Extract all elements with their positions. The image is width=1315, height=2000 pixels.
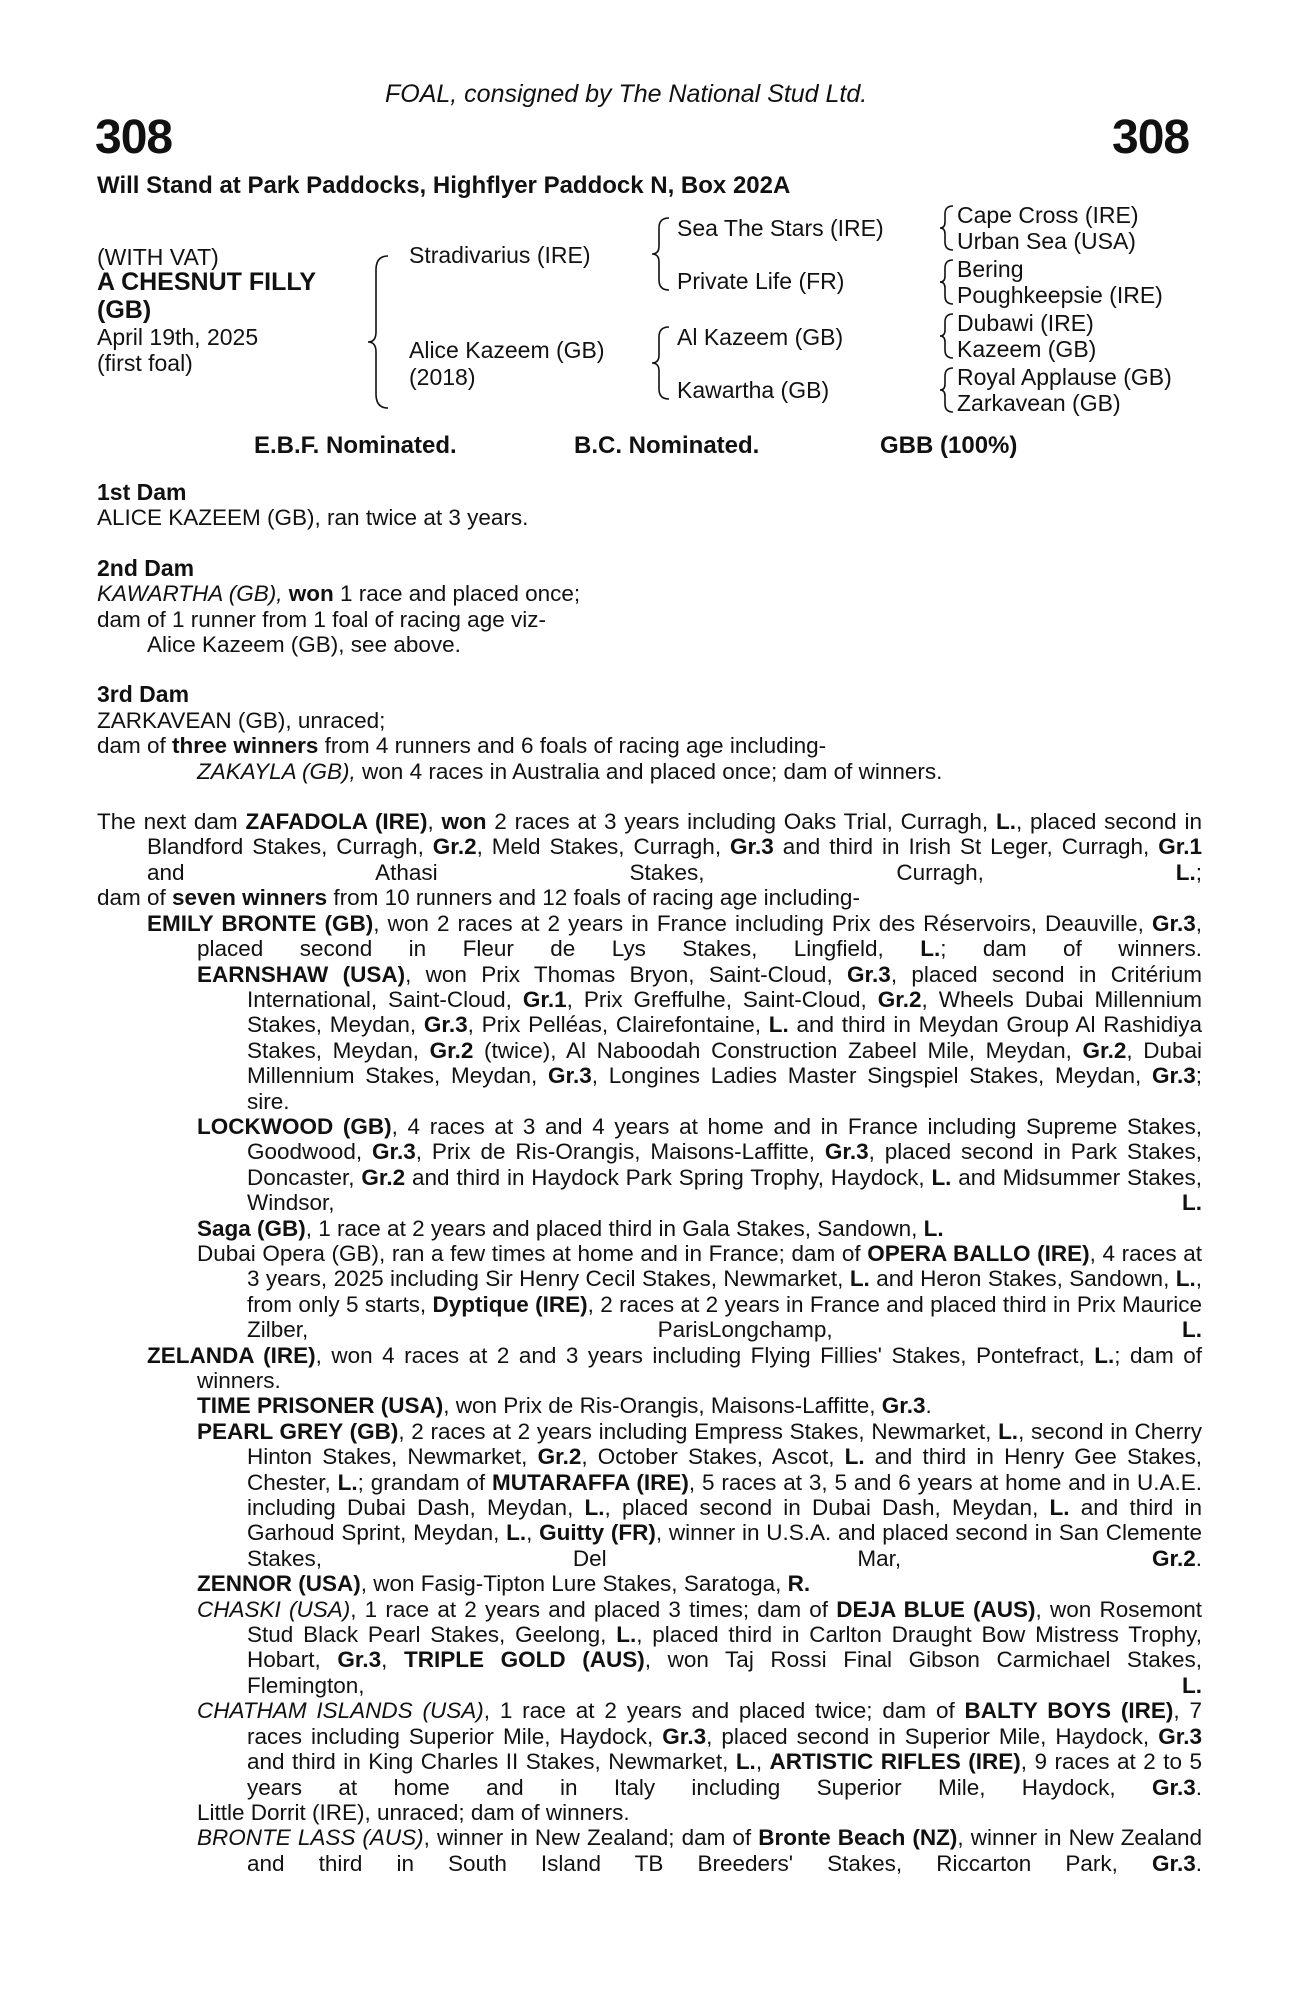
entry-little-dorrit: Little Dorrit (IRE), unraced; dam of winners. <box>197 1799 630 1825</box>
second-dam-line3: Alice Kazeem (GB), see above. <box>147 632 461 658</box>
gg-brace-4 <box>940 368 953 412</box>
entry-lockwood: LOCKWOOD (GB), 4 races at 3 and 4 years at home and in France including Supreme Stakes, Goodwood, Gr.3, Prix de Ris-Orangis, Maisons-Laffitte, Gr.3, placed second in Park Stakes, Doncaster, Gr.2 and third in Haydock Park Spring Trophy, Haydock, L. and Midsummer Stakes, Windsor, L. <box>197 1113 1203 1216</box>
dam-dam: Kawartha (GB) <box>677 377 830 403</box>
entry-pearl-grey: PEARL GREY (GB), 2 races at 2 years including Empress Stakes, Newmarket, L., second in Cherry Hinton Stakes, Newmarket, Gr.2, October Stakes, Ascot, L. and third in Henry Gee Stakes, Chester, L.; grandam of MUTARAFFA (IRE), 5 races at 3, 5 and 6 years at home and in U.A.E. including Dubai Dash, Meydan, L., placed second in Dubai Dash, Meydan, L. and third in Garhoud Sprint, Meydan, L., Guitty (FR), winner in U.S.A. and placed second in San Clemente Stakes, Del Mar, Gr.2. <box>197 1418 1203 1571</box>
sire-name: Stradivarius (IRE) <box>409 242 591 268</box>
gg-brace-3 <box>940 314 953 358</box>
bc-nominated: B.C. Nominated. <box>574 432 760 459</box>
gg-brace-2 <box>940 260 953 304</box>
entry-chatham-islands: CHATHAM ISLANDS (USA), 1 race at 2 years and placed twice; dam of BALTY BOYS (IRE), 7 races including Superior Mile, Haydock, Gr.3, placed second in Superior Mile, Haydock, Gr.3 and third in King Charles II Stakes, Newmarket, L., ARTISTIC RIFLES (IRE), 9 races at 2 to 5 years at home and in Italy including Superior Mile, Haydock, Gr.3. <box>197 1698 1202 1800</box>
gg-5: Dubawi (IRE) <box>957 310 1094 336</box>
gg-2: Urban Sea (USA) <box>957 228 1136 254</box>
vat-note: (WITH VAT) <box>97 244 219 270</box>
third-dam-line3: ZAKAYLA (GB), won 4 races in Australia and placed once; dam of winners. <box>197 758 943 784</box>
horse-country: (GB) <box>97 296 152 324</box>
second-dam-line1: KAWARTHA (GB), won 1 race and placed once; <box>97 581 581 607</box>
dam-year: (2018) <box>409 364 476 390</box>
foaling-date: April 19th, 2025 <box>97 324 259 350</box>
third-dam-line2: dam of three winners from 4 runners and 6 foals of racing age including- <box>97 733 827 759</box>
dam-brace <box>652 327 669 399</box>
gg-6: Kazeem (GB) <box>957 336 1097 362</box>
next-dam-paragraph: The next dam ZAFADOLA (IRE), won 2 races at 3 years including Oaks Trial, Curragh, L., placed second in Blandford Stakes, Curragh, Gr.2, Meld Stakes, Curragh, Gr.3 and third in Irish St Leger, Curragh, Gr.1 and Athasi Stakes, Curragh, L.; <box>97 809 1203 885</box>
first-dam-heading: 1st Dam <box>97 479 187 505</box>
main-brace <box>368 256 388 408</box>
ebf-nominated: E.B.F. Nominated. <box>254 432 457 459</box>
gg-7: Royal Applause (GB) <box>957 364 1172 390</box>
entry-bronte-lass: BRONTE LASS (AUS), winner in New Zealand; dam of Bronte Beach (NZ), winner in New Zealand and third in South Island TB Breeders' Stakes, Riccarton Park, Gr.3. <box>197 1825 1202 1876</box>
entry-time-prisoner: TIME PRISONER (USA), won Prix de Ris-Orangis, Maisons-Laffitte, Gr.3. <box>197 1393 932 1419</box>
next-dam-produce-line: dam of seven winners from 10 runners and 12 foals of racing age including- <box>97 885 860 911</box>
gg-4: Poughkeepsie (IRE) <box>957 282 1163 308</box>
sire-dam: Private Life (FR) <box>677 268 845 294</box>
third-dam-line1: ZARKAVEAN (GB), unraced; <box>97 707 386 733</box>
entry-earnshaw: EARNSHAW (USA), won Prix Thomas Bryon, Saint-Cloud, Gr.3, placed second in Critérium International, Saint-Cloud, Gr.1, Prix Greffulhe, Saint-Cloud, Gr.2, Wheels Dubai Millennium Stakes, Meydan, Gr.3, Prix Pelléas, Clairefontaine, L. and third in Meydan Group Al Rashidiya Stakes, Meydan, Gr.2 (twice), Al Naboodah Construction Zabeel Mile, Meydan, Gr.2, Dubai Millennium Stakes, Meydan, Gr.3, Longines Ladies Master Singspiel Stakes, Meydan, Gr.3; sire. <box>197 961 1203 1114</box>
dam-name: Alice Kazeem (GB) <box>409 337 605 363</box>
second-dam-line2: dam of 1 runner from 1 foal of racing age viz- <box>97 606 546 632</box>
entry-chaski: CHASKI (USA), 1 race at 2 years and placed 3 times; dam of DEJA BLUE (AUS), won Rosemont Stud Black Pearl Stakes, Geelong, L., placed third in Carlton Draught Bow Mistress Trophy, Hobart, Gr.3, TRIPLE GOLD (AUS), won Taj Rossi Final Gibson Carmichael Stakes, Flemington, L. <box>197 1596 1202 1698</box>
second-dam-heading: 2nd Dam <box>97 554 195 581</box>
gg-3: Bering <box>957 256 1024 282</box>
stand-location: Will Stand at Park Paddocks, Highflyer Paddock N, Box 202A <box>97 172 791 199</box>
consignment-line: FOAL, consigned by The National Stud Ltd. <box>385 80 868 108</box>
gbb-percent: GBB (100%) <box>880 432 1018 459</box>
gg-8: Zarkavean (GB) <box>957 390 1121 416</box>
entry-dubai-opera: Dubai Opera (GB), ran a few times at home and in France; dam of OPERA BALLO (IRE), 4 races at 3 years, 2025 including Sir Henry Cecil Stakes, Newmarket, L. and Heron Stakes, Sandown, L., from only 5 starts, Dyptique (IRE), 2 races at 2 years in France and placed third in Prix Maurice Zilber, ParisLongchamp, L. <box>197 1240 1202 1343</box>
entry-zennor: ZENNOR (USA), won Fasig-Tipton Lure Stakes, Saratoga, R. <box>197 1571 811 1597</box>
gg-brace-1 <box>940 206 953 250</box>
entry-zelanda: ZELANDA (IRE), won 4 races at 2 and 3 years including Flying Fillies' Stakes, Pontefract, L.; dam of winners. <box>147 1342 1202 1393</box>
third-dam-heading: 3rd Dam <box>97 681 190 708</box>
pedigree-page-body <box>97 480 1202 1876</box>
entry-saga: Saga (GB), 1 race at 2 years and placed third in Gala Stakes, Sandown, L. <box>197 1215 944 1241</box>
gg-1: Cape Cross (IRE) <box>957 202 1139 228</box>
sire-sire: Sea The Stars (IRE) <box>677 215 884 241</box>
entry-emily-bronte: EMILY BRONTE (GB), won 2 races at 2 years in France including Prix des Réservoirs, Deauville, Gr.3, placed second in Fleur de Lys Stakes, Lingfield, L.; dam of winners. <box>147 910 1202 962</box>
lot-number-right: 308 <box>1112 111 1190 164</box>
sire-brace <box>652 218 669 290</box>
lot-number-left: 308 <box>95 111 173 164</box>
dam-sire: Al Kazeem (GB) <box>677 324 844 350</box>
first-foal-note: (first foal) <box>97 350 193 376</box>
first-dam-text: ALICE KAZEEM (GB), ran twice at 3 years. <box>97 505 529 531</box>
horse-title: A CHESNUT FILLY <box>97 268 316 296</box>
